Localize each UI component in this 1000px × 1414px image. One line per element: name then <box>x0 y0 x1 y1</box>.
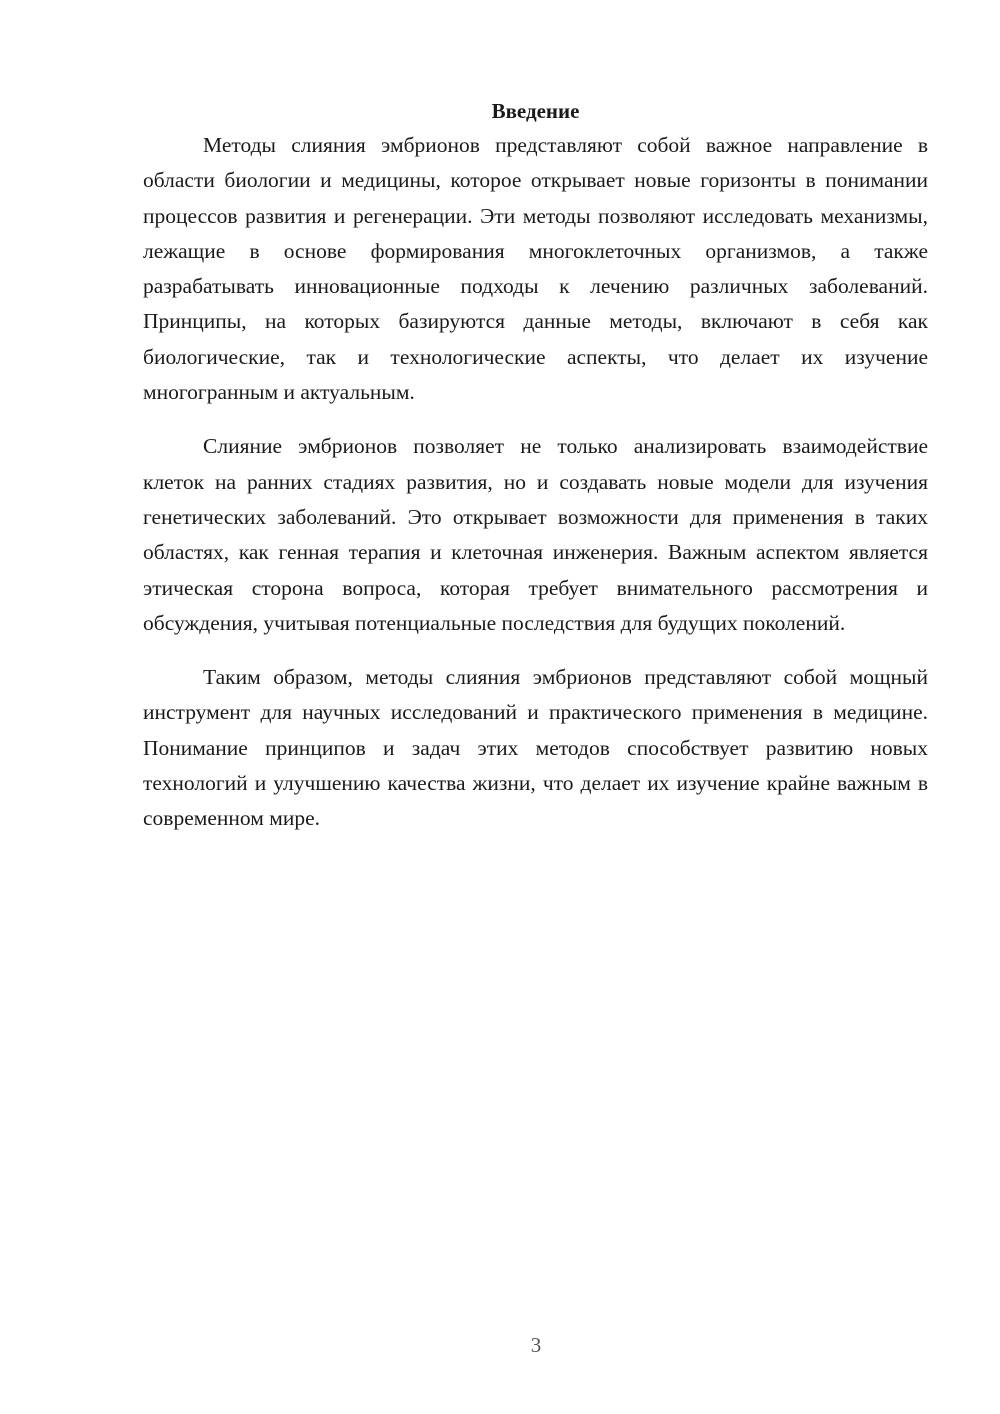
paragraph-3: Таким образом, методы слияния эмбрионов представляют собой мощный инструмент для научных исследований и практического применения в медицине. Понимание принципов и задач этих методов способствует развитию новых технологий и улучшению качества жизни, что делает их изучение крайне важным в современном мире. <box>143 665 928 831</box>
paragraph-1: Методы слияния эмбрионов представляют собой важное направление в области биологии и медицины, которое открывает новые горизонты в понимании процессов развития и регенерации. Эти методы позволяют исследовать механизмы, лежащие в основе формирования многоклеточных организмов, а также разрабатывать инновационные подходы к лечению различных заболеваний. Принципы, на которых базируются данные методы, включают в себя как биологические, так и технологические аспекты, что делает их изучение многогранным и актуальным. <box>143 133 928 405</box>
paragraph-2: Слияние эмбрионов позволяет не только анализировать взаимодействие клеток на ранних стадиях развития, но и создавать новые модели для изучения генетических заболеваний. Это открывает возможности для применения в таких областях, как генная терапия и клеточная инженерия. Важным аспектом является этическая сторона вопроса, которая требует внимательного рассмотрения и обсуждения, учитывая потенциальные последствия для будущих поколений. <box>143 434 928 635</box>
page-number: 3 <box>530 1333 542 1357</box>
page-content <box>143 96 928 837</box>
section-heading: Введение <box>491 99 580 123</box>
